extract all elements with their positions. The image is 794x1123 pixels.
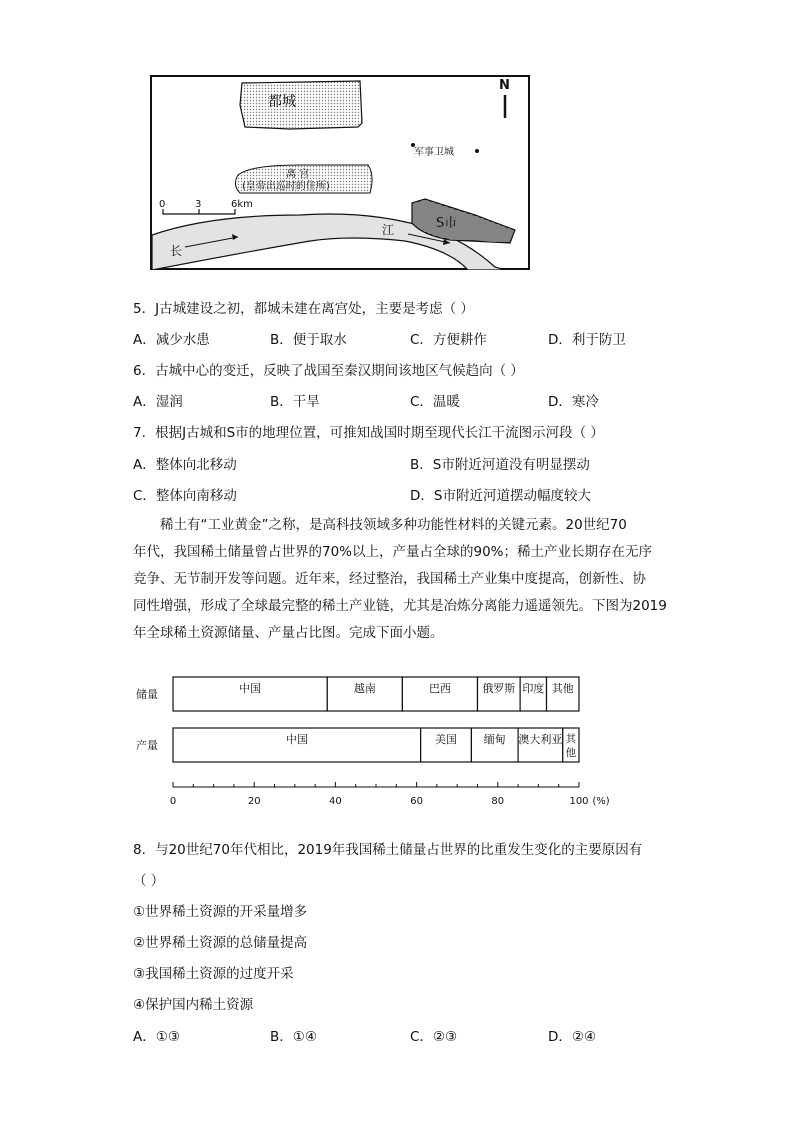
- segment-label: 缅甸: [483, 733, 506, 746]
- scale-0: 0: [159, 199, 166, 210]
- passage-line: 年代，我国稀土储量曾占世界的70%以上，产量占全球的90%；稀土产业长期存在无序: [133, 544, 653, 560]
- q6-option-d[interactable]: D．寒冷: [548, 394, 599, 410]
- q8-item-3: ③我国稀土资源的过度开采: [133, 966, 294, 982]
- scale-3: 3: [195, 199, 202, 210]
- q5-stem: 5．J古城建设之初，都城未建在离宫处，主要是考虑（ ）: [133, 301, 474, 317]
- q8-item-1: ①世界稀土资源的开采量增多: [133, 904, 308, 920]
- stacked-bar-chart: [130, 670, 630, 815]
- q5-option-a[interactable]: A．减少水患: [133, 332, 210, 348]
- q8-option-a[interactable]: A．①③: [133, 1029, 180, 1045]
- passage-line: 同性增强，形成了全球最完整的稀土产业链，尤其是冶炼分离能力遥遥领先。下图为2019: [133, 598, 667, 614]
- q5-option-d[interactable]: D．利于防卫: [548, 332, 626, 348]
- segment-label: 其他: [551, 682, 574, 695]
- q8-stem-1: 8．与20世纪70年代相比，2019年我国稀土储量占世界的比重发生变化的主要原因有: [133, 842, 643, 858]
- segment-label: 其: [565, 733, 577, 745]
- q8-option-d[interactable]: D．②④: [548, 1029, 597, 1045]
- row-label: 产量: [136, 739, 158, 752]
- passage-line: 年全球稀土资源储量、产量占比图。完成下面小题。: [133, 625, 444, 641]
- fort-dot-icon: [475, 149, 479, 153]
- s-city-label: S市: [436, 216, 458, 231]
- capital-label: 都城: [268, 94, 296, 110]
- segment-label: 他: [565, 747, 577, 759]
- row-label: 储量: [136, 688, 158, 701]
- q7-option-d[interactable]: D．S市附近河道摆动幅度较大: [410, 488, 591, 504]
- q8-option-c[interactable]: C．②③: [410, 1029, 458, 1045]
- segment-label: 巴西: [428, 682, 451, 695]
- river-label-1: 长: [170, 244, 183, 258]
- q6-option-a[interactable]: A．湿润: [133, 394, 183, 410]
- chart-svg: [130, 670, 630, 815]
- x-tick-label: 80: [491, 796, 505, 807]
- x-tick-label: 0: [169, 796, 177, 807]
- passage-line: 稀土有“工业黄金”之称，是高科技领域多种功能性材料的关键元素。20世纪70: [160, 517, 627, 533]
- q6-stem: 6．古城中心的变迁，反映了战国至秦汉期间该地区气候趋向（ ）: [133, 363, 524, 379]
- x-tick-label: 100: [569, 796, 589, 807]
- q7-stem: 7．根据J古城和S市的地理位置，可推知战国时期至现代长江干流图示河段（ ）: [133, 425, 604, 441]
- passage: [133, 512, 667, 647]
- x-tick-label: 20: [247, 796, 261, 807]
- palace-label-1: 离 宫: [286, 169, 310, 180]
- river-label-2: 江: [382, 223, 395, 237]
- x-unit-label: (%): [592, 796, 610, 807]
- q8-option-b[interactable]: B．①④: [270, 1029, 317, 1045]
- x-tick-label: 40: [329, 796, 342, 807]
- segment-label: 美国: [435, 733, 458, 746]
- north-label: N: [499, 78, 510, 93]
- passage-line: 竞争、无节制开发等问题。近年来，经过整治，我国稀土产业集中度提高，创新性、协: [133, 571, 646, 587]
- scale-6: 6km: [231, 199, 253, 210]
- q8-stem-2: （ ）: [133, 873, 165, 889]
- x-tick-label: 60: [410, 796, 423, 807]
- fort-label: 军事卫城: [414, 147, 454, 158]
- capital-area: [240, 81, 362, 129]
- segment-label: 俄罗斯: [482, 682, 516, 695]
- segment-label: 中国: [285, 733, 308, 746]
- q5-option-b[interactable]: B．便于取水: [270, 332, 347, 348]
- palace-label-2: (皇帝出巡时的住所): [242, 181, 330, 192]
- segment-label: 澳大利亚: [518, 733, 563, 746]
- q8-item-2: ②世界稀土资源的总储量提高: [133, 935, 308, 951]
- q6-option-b[interactable]: B．干旱: [270, 394, 320, 410]
- q7-option-c[interactable]: C．整体向南移动: [133, 488, 237, 504]
- segment-label: 中国: [239, 682, 262, 695]
- q5-option-c[interactable]: C．方便耕作: [410, 332, 487, 348]
- q8-item-4: ④保护国内稀土资源: [133, 997, 254, 1013]
- segment-label: 印度: [522, 682, 545, 695]
- map-figure: [150, 75, 530, 270]
- map-svg: [150, 75, 530, 270]
- segment-label: 越南: [353, 682, 376, 695]
- q6-option-c[interactable]: C．温暖: [410, 394, 460, 410]
- q7-option-a[interactable]: A．整体向北移动: [133, 457, 237, 473]
- q7-option-b[interactable]: B．S市附近河道没有明显摆动: [410, 457, 590, 473]
